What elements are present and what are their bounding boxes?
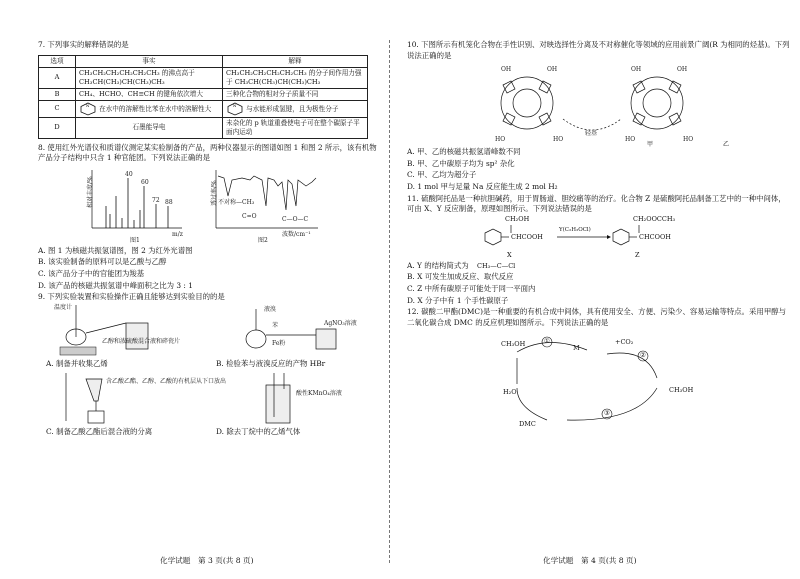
peak-label: 88	[165, 198, 173, 206]
fig2-xlabel: 波数/cm⁻¹	[282, 230, 311, 238]
ethylene-apparatus-illustration	[46, 303, 196, 359]
table-header	[39, 55, 368, 67]
row-fact: CH₄、HCHO、CH≡CH 的键角依次增大	[76, 88, 223, 100]
q10-figure	[407, 61, 790, 147]
q7-table	[38, 55, 368, 139]
co2: +CO₂	[615, 338, 634, 347]
row-fact-text: 在水中的溶解性比苯在水中的溶解性大	[99, 104, 212, 113]
fig2-annotation: C=O	[242, 212, 257, 220]
gas-washing-illustration	[216, 371, 366, 427]
q9-caption-c: C. 制备乙酸乙酯后混合液的分离	[46, 426, 153, 436]
q10-option-b: B. 甲、乙中碳原子均为 sp² 杂化	[407, 158, 515, 168]
svg-text:HO: HO	[495, 136, 506, 144]
ir-spectrum-figure	[202, 166, 322, 244]
row-explain-text: 与水能形成氢键，且为极性分子	[246, 104, 339, 113]
row-explain: CH₃CH₂CH₂CH₂CH₂CH₃ 的分子间作用力强于 CH₃CH(CH₃)CH(CH₃)CH₃	[223, 67, 368, 88]
q8-option-a: A. 图 1 为核磁共振氢谱图，图 2 为红外光谱图	[38, 245, 193, 255]
q10-stem: 10. 下图所示有机笼化合物在手性识别、对映选择性分离及不对称催化等领域的应用前景广阔(R 为相同的烃基)。下列说法正确的是	[407, 40, 790, 60]
q11-option-a-prefix: A. Y 的结构简式为	[407, 260, 469, 270]
reaction-scheme-illustration	[407, 215, 767, 261]
step-3: ③	[604, 409, 610, 418]
note-mixture: 乙醇和浓硫酸混合液和碎瓷片	[102, 337, 181, 345]
svg-text:OH: OH	[631, 66, 642, 74]
link-label: 轻基	[585, 130, 598, 138]
q7-stem: 7. 下列事实的解释错误的是	[38, 40, 129, 49]
row-label: A	[39, 67, 76, 88]
q9-option-c	[38, 371, 227, 439]
page-divider	[389, 40, 391, 563]
peak-label: 40	[125, 170, 133, 178]
note-kmno4: 酸性KMnO₄溶液	[296, 389, 342, 397]
q8-option-c: C. 该产品分子中的官能团为羧基	[38, 268, 145, 278]
q12-stem: 12. 碳酸二甲酯(DMC)是一种重要的有机合成中间体，具有使用安全、方便、污染少、容易运输等特点。采用甲醇与二氧化碳合成 DMC 的反应机理如图所示。下列说法正确的是	[407, 307, 786, 327]
q9-caption-b: B. 检验苯与液溴反应的产物 HBr	[216, 358, 326, 368]
pyridine-icon	[226, 102, 244, 116]
reaction-cycle-illustration	[407, 328, 767, 428]
separatory-funnel-illustration	[46, 371, 227, 427]
fig2-caption: 图2	[258, 236, 268, 244]
q11-option-c: C. Z 中所有碳原子可能处于同一平面内	[407, 283, 536, 293]
fig1-caption: 图1	[130, 236, 140, 244]
q10-option-d: D. 1 mol 甲与足量 Na 反应能生成 2 mol H₂	[407, 181, 558, 191]
svg-text:OH: OH	[547, 66, 558, 74]
methanol-1: CH₃OH	[501, 340, 526, 349]
row-fact: 石墨能导电	[76, 117, 223, 138]
fig2-annotation: C—O—C	[282, 215, 309, 223]
peak-label: 60	[141, 178, 149, 186]
note-layer: 含乙酸乙酯、乙醇、乙酸的有机层从下口放出	[106, 377, 227, 385]
y-structure: CH₃—C—Cl	[476, 261, 516, 270]
label-yi: 乙	[723, 141, 730, 149]
table-row	[39, 88, 368, 100]
row-label: B	[39, 88, 76, 100]
z-label: Z	[635, 250, 640, 259]
svg-text:N: N	[86, 102, 90, 108]
footer-left: 化学试题 第 3 页(共 8 页)	[160, 556, 254, 565]
x-group-top: CH₂OH	[505, 214, 530, 223]
row-fact: CH₃CH₂CH₂CH₂CH₂CH₃ 的沸点高于 CH₃CH(CH₃)CH(CH₃)CH₃	[76, 67, 223, 88]
q11-reaction	[407, 215, 790, 261]
q9-option-b	[208, 303, 378, 371]
fig1-xlabel: m/z	[172, 230, 183, 238]
row-explain: 三种化合物的相对分子质量不同	[223, 88, 368, 100]
row-fact	[76, 100, 223, 117]
q9-caption-d: D. 除去丁烷中的乙烯气体	[216, 426, 301, 436]
fig2-annotation: 不对称—CH₃	[218, 198, 255, 206]
row-explain	[223, 100, 368, 117]
row-label: D	[39, 117, 76, 138]
svg-text:HO: HO	[553, 136, 564, 144]
x-group-main: CHCOOH	[511, 232, 543, 241]
fig1-ylabel: 相对丰度/%	[87, 176, 94, 208]
note-benzene: 苯	[272, 321, 279, 329]
q9-option-a	[38, 303, 208, 371]
water: H₂O	[503, 388, 517, 397]
bromination-apparatus-illustration	[216, 303, 366, 359]
peak-label: 72	[152, 196, 160, 204]
q11-option-a	[407, 261, 790, 272]
z-group-main: CHCOOH	[639, 232, 671, 241]
x-label: X	[507, 250, 512, 259]
q12-cycle	[407, 328, 790, 428]
q9-option-d	[208, 371, 378, 439]
svg-text:HO: HO	[625, 136, 636, 144]
q10-option-c: C. 甲、乙均为超分子	[407, 170, 477, 180]
metal-m: M	[573, 344, 580, 353]
q9-caption-a: A. 制备并收集乙烯	[46, 358, 108, 368]
q11-stem: 11. 硫酸阿托品是一种抗胆碱药，用于胃肠道、胆绞痛等的治疗。化合物 Z 是硫酸阿托品制备工艺中的一种中间体，可由 X、Y 反应制备，原理如图所示。下列说法错误的是	[407, 193, 786, 214]
q8-figures	[78, 166, 378, 244]
header-fact: 事实	[76, 55, 223, 67]
row-explain: 未杂化的 p 轨道重叠使电子可在整个碳原子平面内运动	[223, 117, 368, 138]
header-explain: 解释	[223, 55, 368, 67]
mass-spectrum-figure	[78, 166, 188, 244]
table-row	[39, 100, 368, 117]
q8-option-d: D. 该产品的核磁共振氢谱中峰面积之比为 3 : 1	[38, 280, 193, 290]
left-page	[0, 0, 388, 579]
q11-option-b: B. X 可发生加成反应、取代反应	[407, 272, 514, 282]
dmc: DMC	[519, 420, 536, 429]
q8-stem: 8. 使用红外光谱仪和质谱仪测定某实验制备的产品，两种仪器显示的图谱如图 1 和图 2 所示，该有机物产品分子结构中只含 1 种官能团。下列说法正确的是	[38, 142, 377, 163]
table-row	[39, 117, 368, 138]
svg-text:OH: OH	[677, 66, 688, 74]
fig2-ylabel: 透过率/%	[211, 180, 218, 206]
note-thermometer: 温度计	[54, 303, 73, 311]
q11-option-d: D. X 分子中有 1 个手性碳原子	[407, 295, 509, 305]
table-row	[39, 67, 368, 88]
methanol-2: CH₃OH	[669, 386, 694, 395]
molecular-cage-illustration	[407, 61, 777, 147]
reagent-y: Y(C₂H₃OCl)	[559, 226, 591, 233]
note-bromine: 液溴	[264, 305, 277, 313]
q8-option-b: B. 该实验制备的原料可以是乙酸与乙醇	[38, 257, 167, 267]
note-agno3: AgNO₃溶液	[324, 319, 357, 327]
note-fe: Fe粉	[272, 339, 286, 347]
footer-right: 化学试题 第 4 页(共 8 页)	[543, 556, 637, 565]
q10-option-a: A. 甲、乙的核磁共振氢谱峰数不同	[407, 147, 521, 157]
row-label: C	[39, 100, 76, 117]
header-option: 选项	[39, 55, 76, 67]
right-page	[393, 0, 800, 579]
svg-text:OH: OH	[501, 66, 512, 74]
pyridine-icon	[79, 102, 97, 116]
q9-stem: 9. 下列实验装置和实验操作正确且能够达到实验目的的是	[38, 292, 225, 302]
q9-apparatus-grid	[38, 303, 378, 439]
z-group-top: CH₂OOCCH₃	[633, 214, 676, 223]
step-2: ②	[640, 351, 646, 360]
step-1: ①	[544, 337, 550, 346]
svg-text:HO: HO	[683, 136, 694, 144]
svg-text:N: N	[233, 102, 237, 108]
label-jia: 甲	[647, 141, 654, 149]
